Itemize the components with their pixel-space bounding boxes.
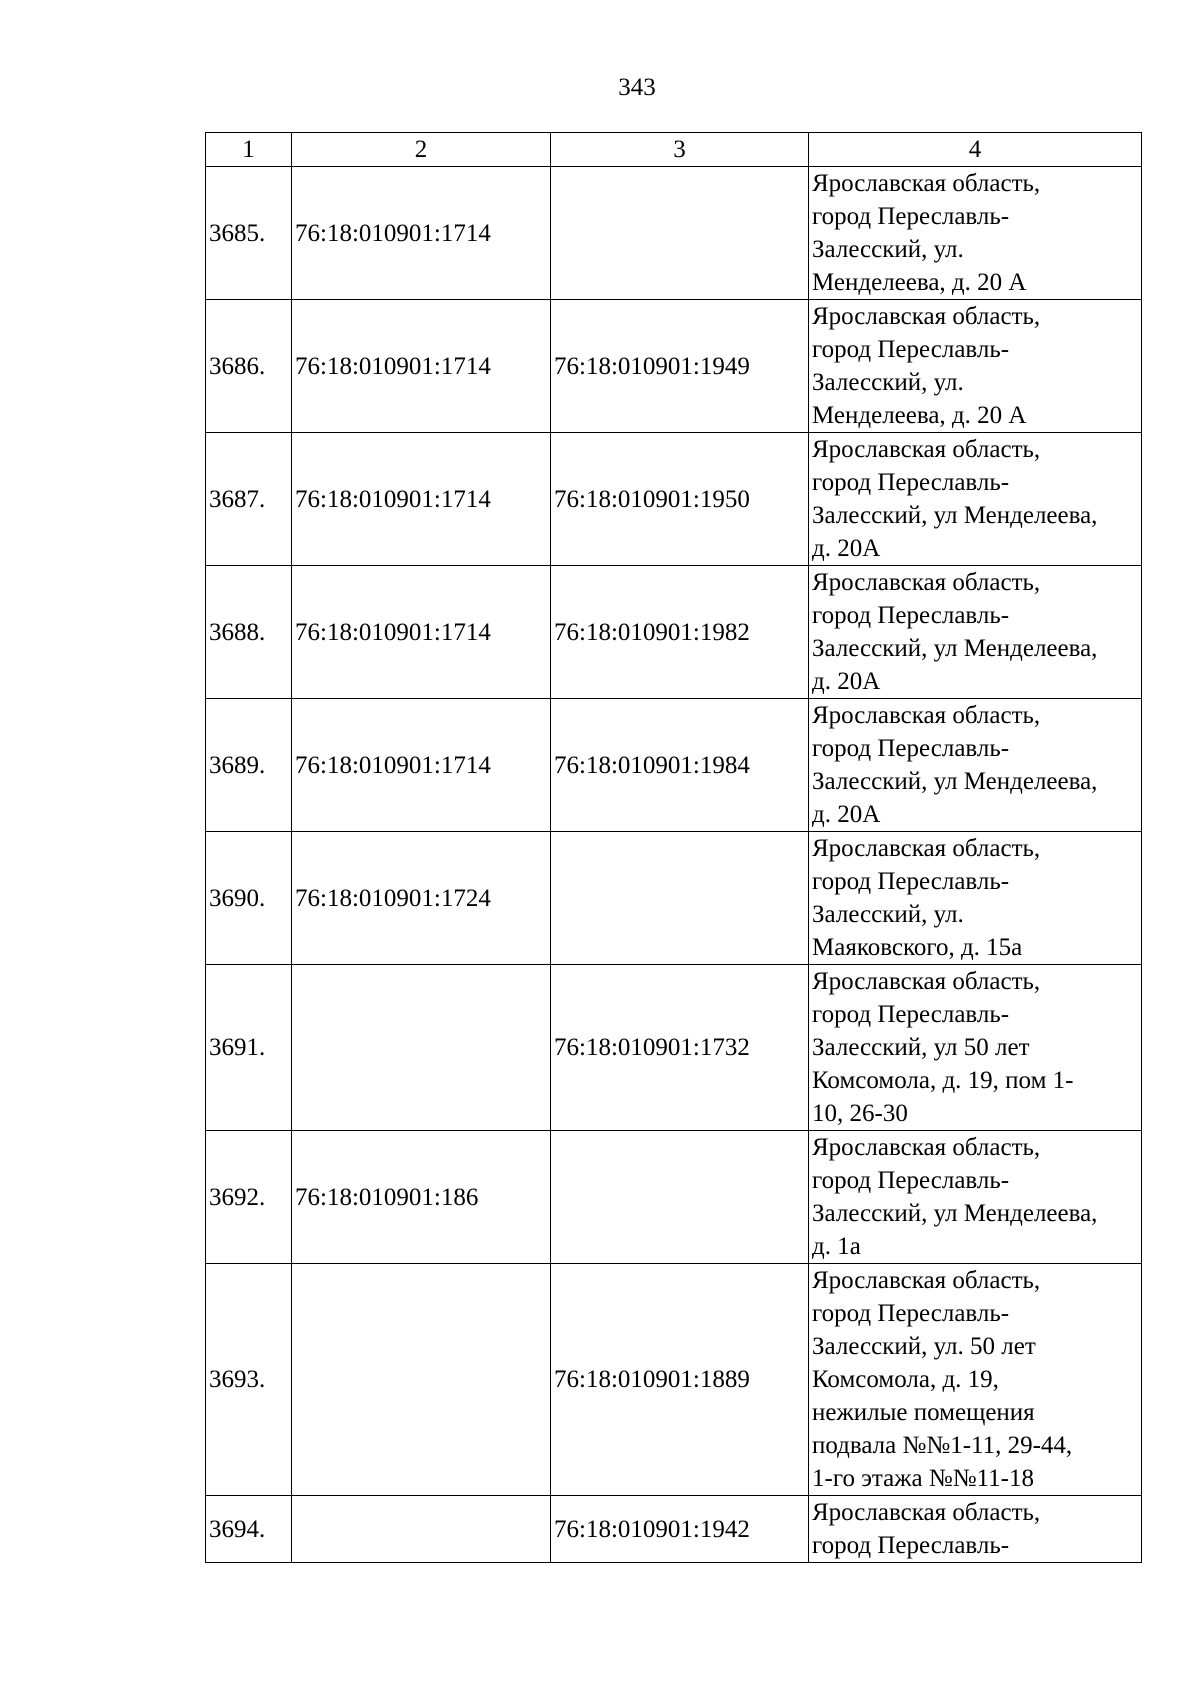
parcel-cadastral-number: 76:18:010901:1714 xyxy=(292,167,551,300)
object-cadastral-number xyxy=(551,167,809,300)
header-row xyxy=(206,133,1142,167)
object-cadastral-number: 76:18:010901:1982 xyxy=(551,566,809,699)
row-number: 3694. xyxy=(206,1496,292,1563)
address: Ярославская область, город Переславль- Залесский, ул. Маяковского, д. 15а xyxy=(809,832,1142,965)
object-cadastral-number: 76:18:010901:1949 xyxy=(551,300,809,433)
parcel-cadastral-number xyxy=(292,965,551,1131)
parcel-cadastral-number: 76:18:010901:186 xyxy=(292,1131,551,1264)
object-cadastral-number: 76:18:010901:1732 xyxy=(551,965,809,1131)
parcel-cadastral-number: 76:18:010901:1724 xyxy=(292,832,551,965)
table-row xyxy=(206,965,1142,1131)
table-row xyxy=(206,433,1142,566)
row-number: 3693. xyxy=(206,1264,292,1496)
parcel-cadastral-number: 76:18:010901:1714 xyxy=(292,300,551,433)
row-number: 3688. xyxy=(206,566,292,699)
row-number: 3691. xyxy=(206,965,292,1131)
address: Ярославская область, город Переславль- Залесский, ул. Менделеева, д. 20 А xyxy=(809,167,1142,300)
object-cadastral-number: 76:18:010901:1984 xyxy=(551,699,809,832)
table-row xyxy=(206,699,1142,832)
address: Ярославская область, город Переславль- Залесский, ул Менделеева, д. 20А xyxy=(809,566,1142,699)
row-number: 3686. xyxy=(206,300,292,433)
object-cadastral-number: 76:18:010901:1950 xyxy=(551,433,809,566)
address: Ярославская область, город Переславль- Залесский, ул Менделеева, д. 1а xyxy=(809,1131,1142,1264)
row-number: 3692. xyxy=(206,1131,292,1264)
column-header: 3 xyxy=(551,133,809,167)
address: Ярославская область, город Переславль- xyxy=(809,1496,1142,1563)
address: Ярославская область, город Переславль- Залесский, ул Менделеева, д. 20А xyxy=(809,699,1142,832)
address: Ярославская область, город Переславль- Залесский, ул. 50 лет Комсомола, д. 19, нежилые помещения подвала №№1-11, 29-44, 1-го этажа №№11-18 xyxy=(809,1264,1142,1496)
object-cadastral-number: 76:18:010901:1889 xyxy=(551,1264,809,1496)
table-row xyxy=(206,1131,1142,1264)
table-row xyxy=(206,1496,1142,1563)
table-row xyxy=(206,300,1142,433)
row-number: 3689. xyxy=(206,699,292,832)
table-row xyxy=(206,167,1142,300)
row-number: 3685. xyxy=(206,167,292,300)
table-row xyxy=(206,1264,1142,1496)
column-header: 2 xyxy=(292,133,551,167)
object-cadastral-number: 76:18:010901:1942 xyxy=(551,1496,809,1563)
parcel-cadastral-number: 76:18:010901:1714 xyxy=(292,566,551,699)
parcel-cadastral-number xyxy=(292,1496,551,1563)
parcel-cadastral-number: 76:18:010901:1714 xyxy=(292,699,551,832)
parcel-cadastral-number xyxy=(292,1264,551,1496)
column-header: 4 xyxy=(809,133,1142,167)
row-number: 3690. xyxy=(206,832,292,965)
page-number: 343 xyxy=(618,74,656,101)
address: Ярославская область, город Переславль- Залесский, ул Менделеева, д. 20А xyxy=(809,433,1142,566)
parcel-cadastral-number: 76:18:010901:1714 xyxy=(292,433,551,566)
table-row xyxy=(206,566,1142,699)
object-cadastral-number xyxy=(551,1131,809,1264)
registry-table xyxy=(205,132,1142,1563)
table-row xyxy=(206,832,1142,965)
object-cadastral-number xyxy=(551,832,809,965)
address: Ярославская область, город Переславль- Залесский, ул. Менделеева, д. 20 А xyxy=(809,300,1142,433)
row-number: 3687. xyxy=(206,433,292,566)
address: Ярославская область, город Переславль- Залесский, ул 50 лет Комсомола, д. 19, пом 1- 10, 26-30 xyxy=(809,965,1142,1131)
column-header: 1 xyxy=(206,133,292,167)
